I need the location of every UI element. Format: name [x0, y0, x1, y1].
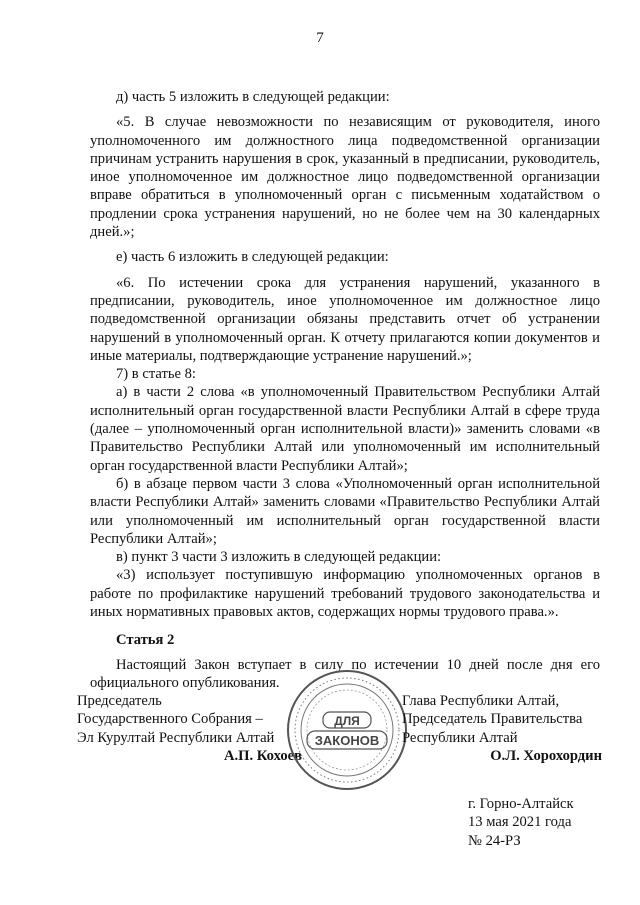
signature-right-line1: Глава Республики Алтай,: [402, 693, 560, 709]
paragraph-item-a: а) в части 2 слова «в уполномоченный Правительством Республики Алтай исполнительный орган государственной власти Республики Алтай в сфере труда (далее – уполномоченный орган исполнительной власти)» заменить словами «в Правительство Республики Алтай или уполномоченный им исполнительный орган государственной власти Республики Алтай»;: [90, 384, 600, 474]
signature-left-line1: Председатель: [77, 693, 162, 709]
paragraph-6-text: «6. По истечении срока для устранения нарушений, указанного в предписании, руководитель, иное уполномоченное им должностное лицо подведомственной организации обязаны представить отчет об устранении нарушений в уполномоченный орган. К отчету прилагаются копии документов и иные материалы, подтверждающие устранение нарушений.»;: [90, 274, 600, 364]
signature-left-name: А.П. Кохоев: [223, 748, 302, 765]
paragraph-item-3: «3) использует поступившую информацию уполномоченных органов в работе по профилактике нарушений требований трудового законодательства и иных нормативных правовых актов, содержащих нормы трудового права.».: [90, 567, 600, 621]
place-date: 13 мая 2021 года: [468, 814, 572, 831]
paragraph-item-v: в) пункт 3 части 3 изложить в следующей редакции:: [116, 549, 442, 566]
paragraph-5-intro: д) часть 5 изложить в следующей редакции:: [116, 89, 390, 105]
stamp-seal-icon: [285, 668, 409, 792]
paragraph-5-text: «5. В случае невозможности по независящим от руководителя, иного уполномоченного им должностного лица подведомственной организации причинам устранить нарушения в срок, указанный в предписании, руководитель, иное уполномоченное им должностное лицо подведомственной организации вправе обратиться в уполномоченный орган с письменным ходатайством о продлении срока устранения нарушений, но не более чем на 30 календарных дней.»;: [90, 114, 600, 241]
page-number: 7: [316, 30, 324, 46]
signature-right-line3: Республики Алтай: [402, 729, 518, 746]
signature-left-line2: Государственного Собрания –: [77, 711, 263, 728]
signature-right: [402, 692, 602, 766]
article-heading: Статья 2: [116, 632, 175, 649]
law-number: № 24-РЗ: [468, 832, 521, 849]
signature-right-line2: Председатель Правительства: [402, 711, 583, 728]
paragraph-enactment: Настоящий Закон вступает в силу по истечении 10 дней после дня его официального опубликования.: [90, 656, 600, 691]
stamp-text-line1: ДЛЯ: [334, 714, 360, 728]
stamp-text-line2: ЗАКОНОВ: [314, 733, 380, 748]
signature-right-name: О.Л. Хорохордин: [490, 748, 602, 765]
signature-left-line3: Эл Курултай Республики Алтай: [77, 729, 275, 746]
place-date-number: [468, 795, 574, 850]
document-body: [90, 88, 600, 692]
paragraph-6-intro: е) часть 6 изложить в следующей редакции:: [116, 249, 389, 266]
paragraph-article-8: 7) в статье 8:: [116, 366, 196, 383]
paragraph-item-b: б) в абзаце первом части 3 слова «Уполномоченный орган исполнительной власти Республики Алтай» заменить словами «Правительство Республики Алтай или уполномоченный им исполнительный орган государственной власти Республики Алтай»;: [90, 475, 600, 547]
signature-left: [77, 692, 302, 766]
place-city: г. Горно-Алтайск: [468, 796, 574, 812]
